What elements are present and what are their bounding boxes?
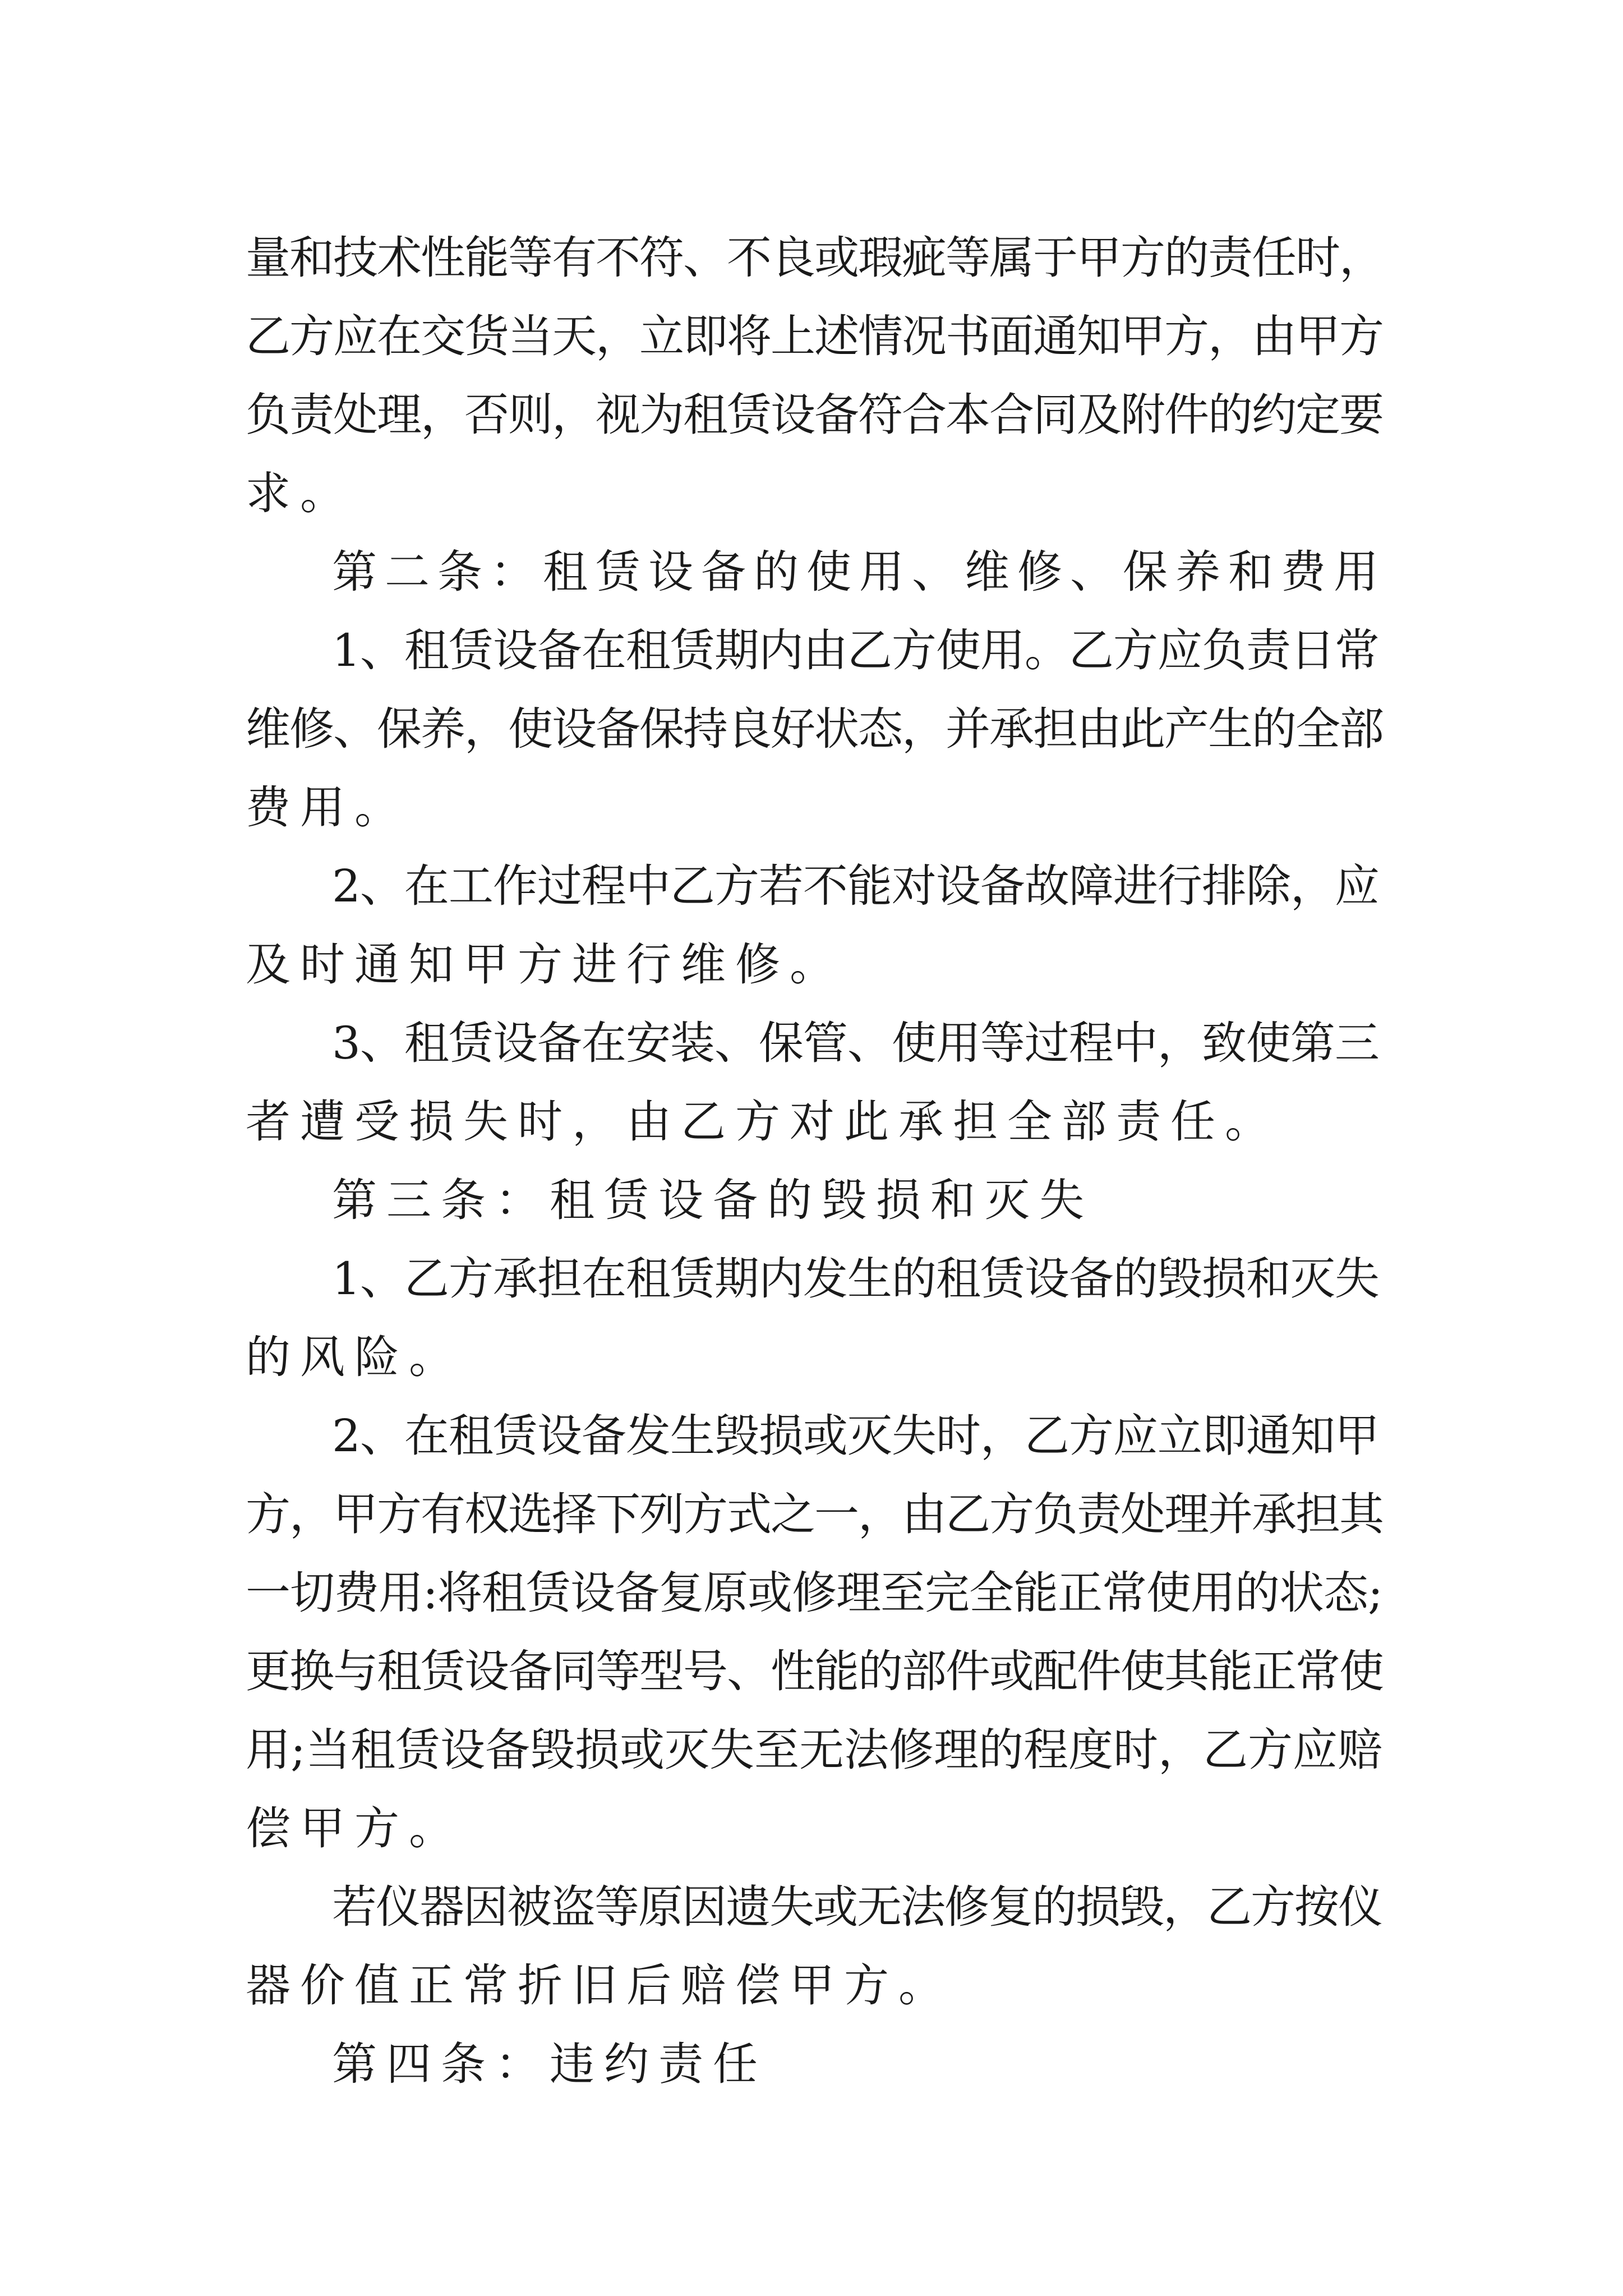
text-line: 一切费用:将租赁设备复原或修理至完全能正常使用的状态; (246, 1567, 1382, 1619)
text-line: 1、乙方承担在租赁期内发生的租赁设备的毁损和灭失 (332, 1253, 1379, 1305)
text-line: 量和技术性能等有不符、不良或瑕疵等属于甲方的责任时， (246, 232, 1383, 284)
section-heading: 第四条：违约责任 (332, 2038, 767, 2090)
text-line: 维修、保养，使设备保持良好状态，并承担由此产生的全部 (246, 703, 1383, 755)
text-line: 用;当租赁设备毁损或灭失至无法修理的程度时，乙方应赔 (246, 1724, 1382, 1776)
text-line: 的风险。 (246, 1331, 463, 1383)
text-line: 3、租赁设备在安装、保管、使用等过程中，致使第三 (332, 1017, 1379, 1069)
section-heading: 第二条：租赁设备的使用、维修、保养和费用 (332, 546, 1386, 598)
text-line: 1、租赁设备在租赁期内由乙方使用。乙方应负责日常 (332, 624, 1379, 677)
text-line: 偿甲方。 (246, 1802, 463, 1855)
text-line: 2、在工作过程中乙方若不能对设备故障进行排除，应 (332, 860, 1379, 912)
text-line: 求。 (246, 467, 354, 519)
text-line: 者遭受损失时，由乙方对此承担全部责任。 (246, 1096, 1279, 1148)
text-line: 及时通知甲方进行维修。 (246, 938, 844, 991)
text-line: 更换与租赁设备同等型号、性能的部件或配件使其能正常使 (246, 1645, 1383, 1697)
text-line: 费用。 (246, 781, 409, 834)
text-line: 2、在租赁设备发生毁损或灭失时，乙方应立即通知甲 (332, 1410, 1379, 1462)
text-line: 负责处理，否则，视为租赁设备符合本合同及附件的约定要 (246, 389, 1383, 441)
text-line: 器价值正常折旧后赔偿甲方。 (246, 1959, 953, 2012)
text-line: 若仪器因被盗等原因遗失或无法修复的损毁，乙方按仪 (332, 1881, 1382, 1933)
text-line: 乙方应在交货当天，立即将上述情况书面通知甲方，由甲方 (246, 310, 1383, 362)
section-heading: 第三条：租赁设备的毁损和灭失 (332, 1174, 1094, 1226)
text-line: 方，甲方有权选择下列方式之一，由乙方负责处理并承担其 (246, 1488, 1383, 1540)
